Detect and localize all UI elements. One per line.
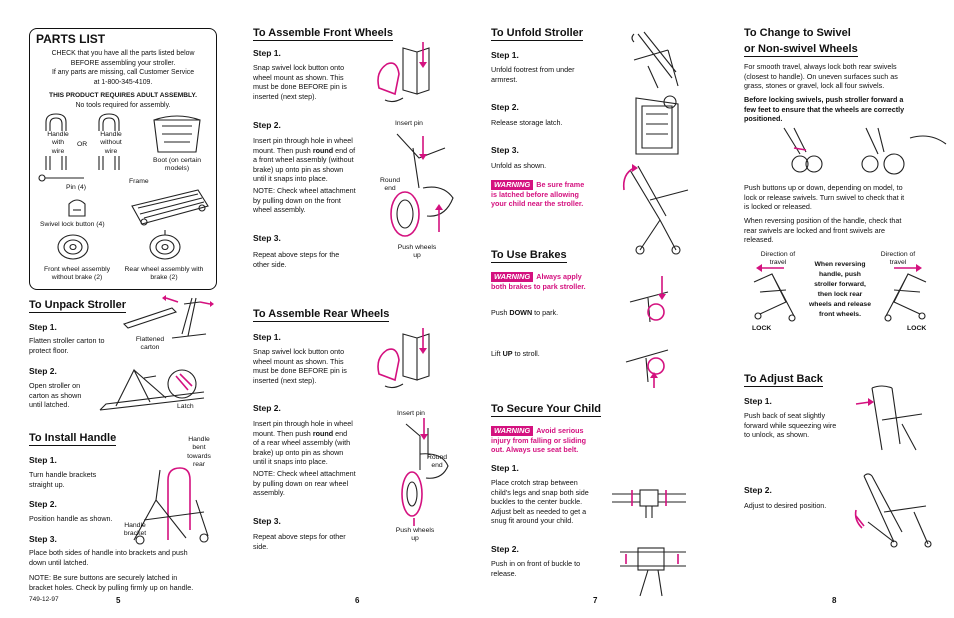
rear-step2-text: Insert pin through hole in wheel mount. Then push round end of a rear wheel assembly (with brake) up onto pin as shown until it snaps into place.	[253, 419, 353, 467]
swivel-text2: Push buttons up or down, depending on model, to lock or release swivels. Turn swivel to check that it is locked or released.	[744, 183, 905, 212]
front-pin-wheel-illustration	[383, 128, 459, 244]
handle-without-wire-label: Handle without wire	[97, 131, 125, 156]
round-end-label-rear: Round end	[426, 454, 448, 470]
unpack-step1-text: Flatten stroller carton to protect floor.	[29, 336, 105, 355]
lock-label-right: LOCK	[907, 325, 927, 332]
secure-step2-text: Push in on front of buckle to release.	[491, 559, 581, 578]
unfold-step1-text: Unfold footrest from under armrest.	[491, 65, 575, 84]
lift-up-text: Lift UP to stroll.	[491, 349, 540, 358]
warning-icon: WARNING	[491, 426, 533, 436]
rear-swivel-button-illustration	[373, 330, 443, 394]
rear-step3-label: Step 3.	[253, 516, 281, 526]
flattened-carton-label: Flattened carton	[135, 336, 165, 352]
rear-pin-wheel-illustration	[398, 418, 458, 528]
brake-down-illustration	[628, 272, 688, 328]
adjust-step1-text: Push back of seat slightly forward while squeezing wire to unlock, as shown.	[744, 411, 837, 440]
adjust-back-position-illustration	[854, 472, 936, 550]
page-number-5: 5	[116, 596, 121, 605]
secure-child-heading: To Secure Your Child	[491, 403, 602, 415]
rear-step3-text: Repeat above steps for other side.	[253, 532, 346, 551]
install-handle-heading: To Install Handle	[29, 432, 117, 444]
unfold-step3-label: Step 3.	[491, 145, 519, 155]
unpack-stroller-heading: To Unpack Stroller	[29, 299, 126, 311]
rear-wheel-label: Rear wheel assembly with brake (2)	[124, 266, 204, 282]
direction-of-travel-right: Direction of travel	[880, 251, 916, 267]
secure-step1-label: Step 1.	[491, 463, 519, 473]
frame-label: Frame	[129, 178, 149, 185]
brakes-warning: WARNING Always apply both brakes to park stroller.	[491, 272, 586, 291]
push-wheels-up-label-front: Push wheels up	[397, 244, 437, 260]
unpack-step2-label: Step 2.	[29, 366, 57, 376]
page-5	[0, 0, 238, 618]
front-wheel-label: Front wheel assembly without brake (2)	[43, 266, 111, 282]
no-tools-note: No tools required for assembly.	[75, 102, 171, 109]
install-step3-label: Step 3.	[29, 534, 57, 544]
swivel-heading: To Change to Swivel or Non-swivel Wheels	[744, 27, 858, 55]
document-code: 749-12-97	[29, 596, 59, 603]
latch-label: Latch	[177, 403, 194, 410]
warning-icon: WARNING	[491, 180, 533, 190]
reverse-right-illustration	[878, 262, 934, 324]
or-label: OR	[77, 141, 88, 148]
front-wheel-illustration	[56, 232, 90, 262]
rear-step1-text: Snap swivel lock button onto wheel mount as shown. This must be done BEFORE pin is inserted (next step).	[253, 347, 347, 385]
parts-list-title: PARTS LIST	[36, 32, 106, 46]
unpack-step1-label: Step 1.	[29, 322, 57, 332]
direction-of-travel-left: Direction of travel	[760, 251, 796, 267]
storage-latch-illustration	[626, 94, 686, 164]
release-buckle-illustration	[618, 542, 688, 598]
unfold-step1-label: Step 1.	[491, 50, 519, 60]
front-step1-text: Snap swivel lock button onto wheel mount as shown. This must be done BEFORE pin is inserted (next step).	[253, 63, 347, 101]
unfold-stroller-heading: To Unfold Stroller	[491, 27, 584, 39]
rear-step1-label: Step 1.	[253, 332, 281, 342]
install-step3-text: Place both sides of handle into brackets and push down until latched.	[29, 548, 188, 567]
reversing-note: When reversing handle, push stroller forward, then lock rear wheels and release front wheels.	[809, 261, 871, 318]
unfold-stroller-illustration	[620, 160, 696, 256]
rear-step2-label: Step 2.	[253, 403, 281, 413]
lock-label-left: LOCK	[752, 325, 772, 332]
buckle-illustration	[610, 480, 688, 520]
adjust-back-squeeze-illustration	[852, 384, 932, 456]
page-number-7: 7	[593, 596, 598, 605]
front-note: NOTE: Check wheel attachment by pulling down on the front wheel assembly.	[253, 186, 356, 215]
insert-pin-label-rear: Insert pin	[397, 410, 425, 417]
adjust-step1-label: Step 1.	[744, 396, 772, 406]
parts-intro: CHECK that you have all the parts listed below BEFORE assembling your stroller. If any parts are missing, call Customer Service at 1-800-345-4109.	[51, 50, 195, 86]
front-step3-text: Repeat above steps for the other side.	[253, 250, 340, 269]
boot-label: Boot (on certain models)	[153, 157, 201, 173]
front-step1-label: Step 1.	[253, 48, 281, 58]
page-number-8: 8	[832, 596, 837, 605]
adjust-step2-text: Adjust to desired position.	[744, 501, 827, 510]
page-number-6: 6	[355, 596, 360, 605]
assemble-rear-wheels-heading: To Assemble Rear Wheels	[253, 308, 390, 320]
front-swivel-button-illustration	[373, 44, 443, 108]
rear-wheel-illustration	[148, 232, 182, 262]
handle-with-wire-label: Handle with wire	[45, 131, 71, 156]
install-note: NOTE: Be sure buttons are securely latched in bracket holes. Check by pulling firmly up on handle.	[29, 573, 194, 592]
push-down-text: Push DOWN to park.	[491, 308, 559, 317]
swivel-text3: When reversing position of the handle, check that rear swivels are locked and front swivels are released.	[744, 216, 902, 245]
page-8	[716, 0, 954, 618]
assemble-front-wheels-heading: To Assemble Front Wheels	[253, 27, 393, 39]
front-step2-text: Insert pin through hole in wheel mount. Then push round end of a front wheel assembly (without brake) up onto pin as shown until it snaps into place.	[253, 136, 356, 184]
swivel-wheels-illustration	[780, 124, 950, 182]
warning-icon: WARNING	[491, 272, 533, 282]
unpack-carton-illustration	[122, 294, 214, 354]
page-7	[478, 0, 716, 618]
front-step2-label: Step 2.	[253, 120, 281, 130]
install-step1-label: Step 1.	[29, 455, 57, 465]
install-step1-text: Turn handle brackets straight up.	[29, 470, 97, 489]
unpack-step2-text: Open stroller on carton as shown until latched.	[29, 381, 82, 410]
front-step3-label: Step 3.	[253, 233, 281, 243]
frame-illustration	[128, 184, 210, 228]
use-brakes-heading: To Use Brakes	[491, 249, 567, 261]
unfold-footrest-illustration	[628, 30, 682, 90]
adult-assembly-notice: THIS PRODUCT REQUIRES ADULT ASSEMBLY.	[49, 92, 197, 99]
install-step2-text: Position handle as shown.	[29, 514, 113, 523]
swivel-lock-label: Swivel lock button (4)	[40, 221, 105, 228]
swivel-lock-button-illustration	[66, 196, 88, 218]
handle-bracket-label: Handle bracket	[123, 522, 147, 538]
secure-step1-text: Place crotch strap between child’s legs and snap both side buckles to the center buckle. Adjust belt as needed to get a snug fit around your child.	[491, 478, 589, 526]
adjust-back-heading: To Adjust Back	[744, 373, 823, 385]
secure-step2-label: Step 2.	[491, 544, 519, 554]
insert-pin-label-front: Insert pin	[395, 120, 423, 127]
boot-illustration	[150, 112, 204, 156]
unfold-step2-label: Step 2.	[491, 102, 519, 112]
install-step2-label: Step 2.	[29, 499, 57, 509]
unfold-warning: WARNING Be sure frame is latched before allowing your child near the stroller.	[491, 180, 585, 209]
pin-label: Pin (4)	[66, 184, 87, 191]
swivel-bold-text: Before locking swivels, push stroller forward a few feet to ensure that the wheels are correctly positioned.	[744, 95, 905, 124]
secure-warning: WARNING Avoid serious injury from falling or sliding out. Always use seat belt.	[491, 426, 587, 455]
rear-note: NOTE: Check wheel attachment by pulling down on rear wheel assembly.	[253, 469, 356, 498]
push-wheels-up-label-rear: Push wheels up	[395, 527, 435, 543]
handle-bent-label: Handle bent towards rear	[187, 436, 211, 469]
unfold-step3-text: Unfold as shown.	[491, 161, 547, 170]
brake-up-illustration	[624, 332, 688, 388]
adjust-step2-label: Step 2.	[744, 485, 772, 495]
swivel-text: For smooth travel, always lock both rear swivels (closest to handle). On uneven surfaces such as grass, stones or gravel, lock all four swivels.	[744, 62, 898, 91]
reverse-left-illustration	[746, 262, 802, 324]
pin-illustration	[38, 173, 88, 183]
unfold-step2-text: Release storage latch.	[491, 118, 563, 127]
page-6	[238, 0, 478, 618]
round-end-label-front: Round end	[379, 177, 401, 193]
